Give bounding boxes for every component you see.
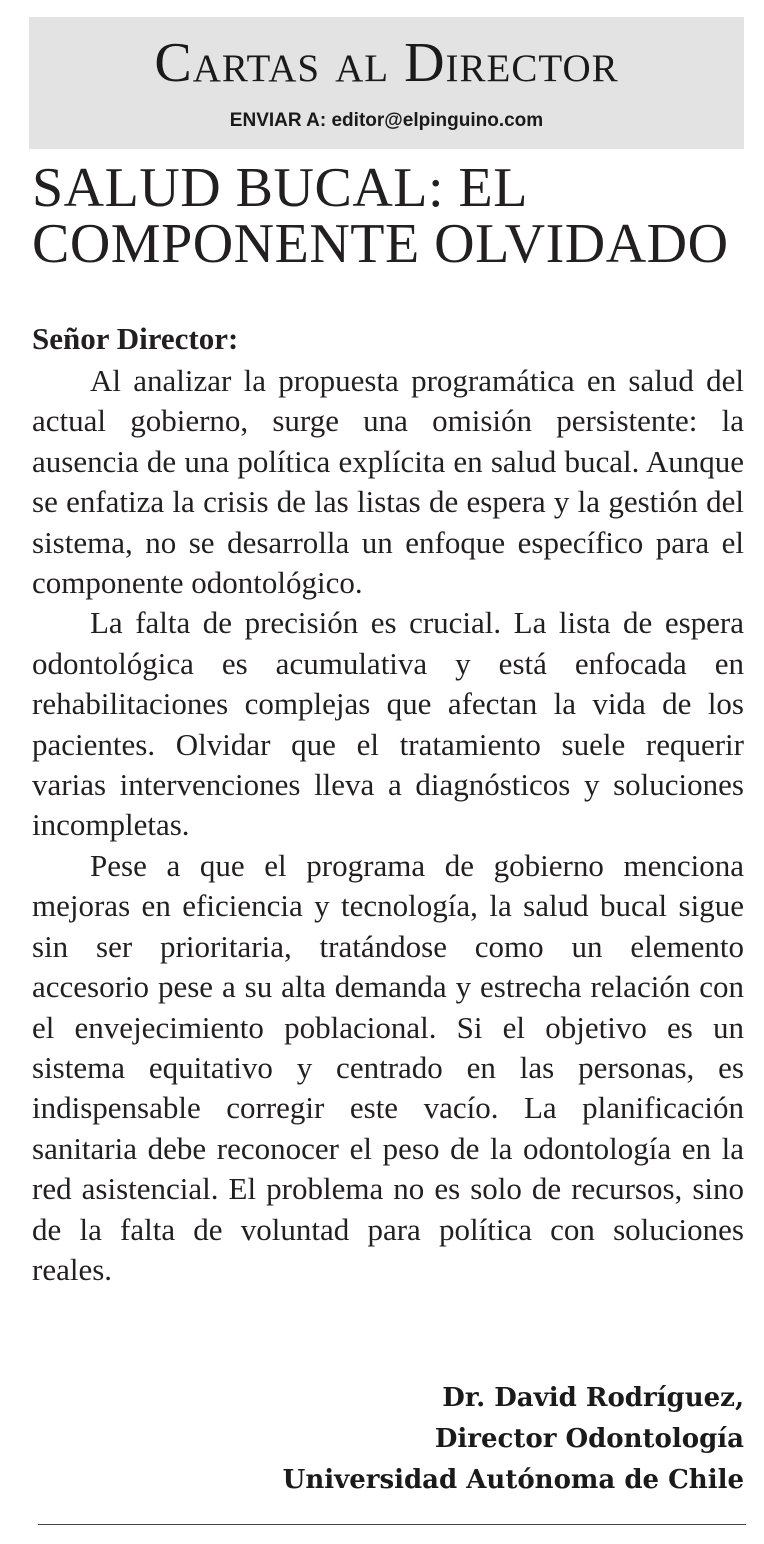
signature-institution: Universidad Autónoma de Chile [282,1465,744,1495]
section-title: Cartas al Director [154,32,619,94]
section-header [29,17,744,149]
letter-paragraph: Pese a que el programa de gobierno menciona mejoras en eficiencia y tecnología, la salud bucal sigue sin ser prioritaria, tratándose como un elemento accesorio pese a su alta demanda y estrecha relación con el envejecimiento poblacional. Si el objetivo es un sistema equitativo y centrado en las personas, es indispensable corregir este vacío. La planificación sanitaria debe reconocer el peso de la odontología en la red asistencial. El problema no es solo de recursos, sino de la falta de voluntad para política con soluciones reales. [32,847,744,1287]
headline-line-1: SALUD BUCAL: EL [32,157,528,219]
bottom-divider [38,1524,746,1525]
letter-body [32,361,744,1290]
letter-signature [283,1378,744,1501]
letter-paragraph: La falta de precisión es crucial. La lista de espera odontológica es acumulativa y está enfocada en rehabilitaciones complejas que afectan la vida de los pacientes. Olvidar que el tratamiento suele requerir varias intervenciones lleva a diagnósticos y soluciones incompletas. [32,605,744,843]
letter-paragraph: Al analizar la propuesta programática en salud del actual gobierno, surge una omisión persistente: la ausencia de una política explícita en salud bucal. Aunque se enfatiza la crisis de las listas de espera y la gestión del sistema, no se desarrolla un enfoque específico para el componente odontológico. [32,363,744,601]
letter-salutation: Señor Director: [32,321,239,356]
signature-name: Dr. David Rodríguez, [442,1383,744,1413]
headline-line-2: COMPONENTE OLVIDADO [32,213,729,275]
signature-role: Director Odontología [434,1424,744,1454]
article-headline [32,157,744,275]
contact-email[interactable]: ENVIAR A: editor@elpinguino.com [229,110,544,131]
